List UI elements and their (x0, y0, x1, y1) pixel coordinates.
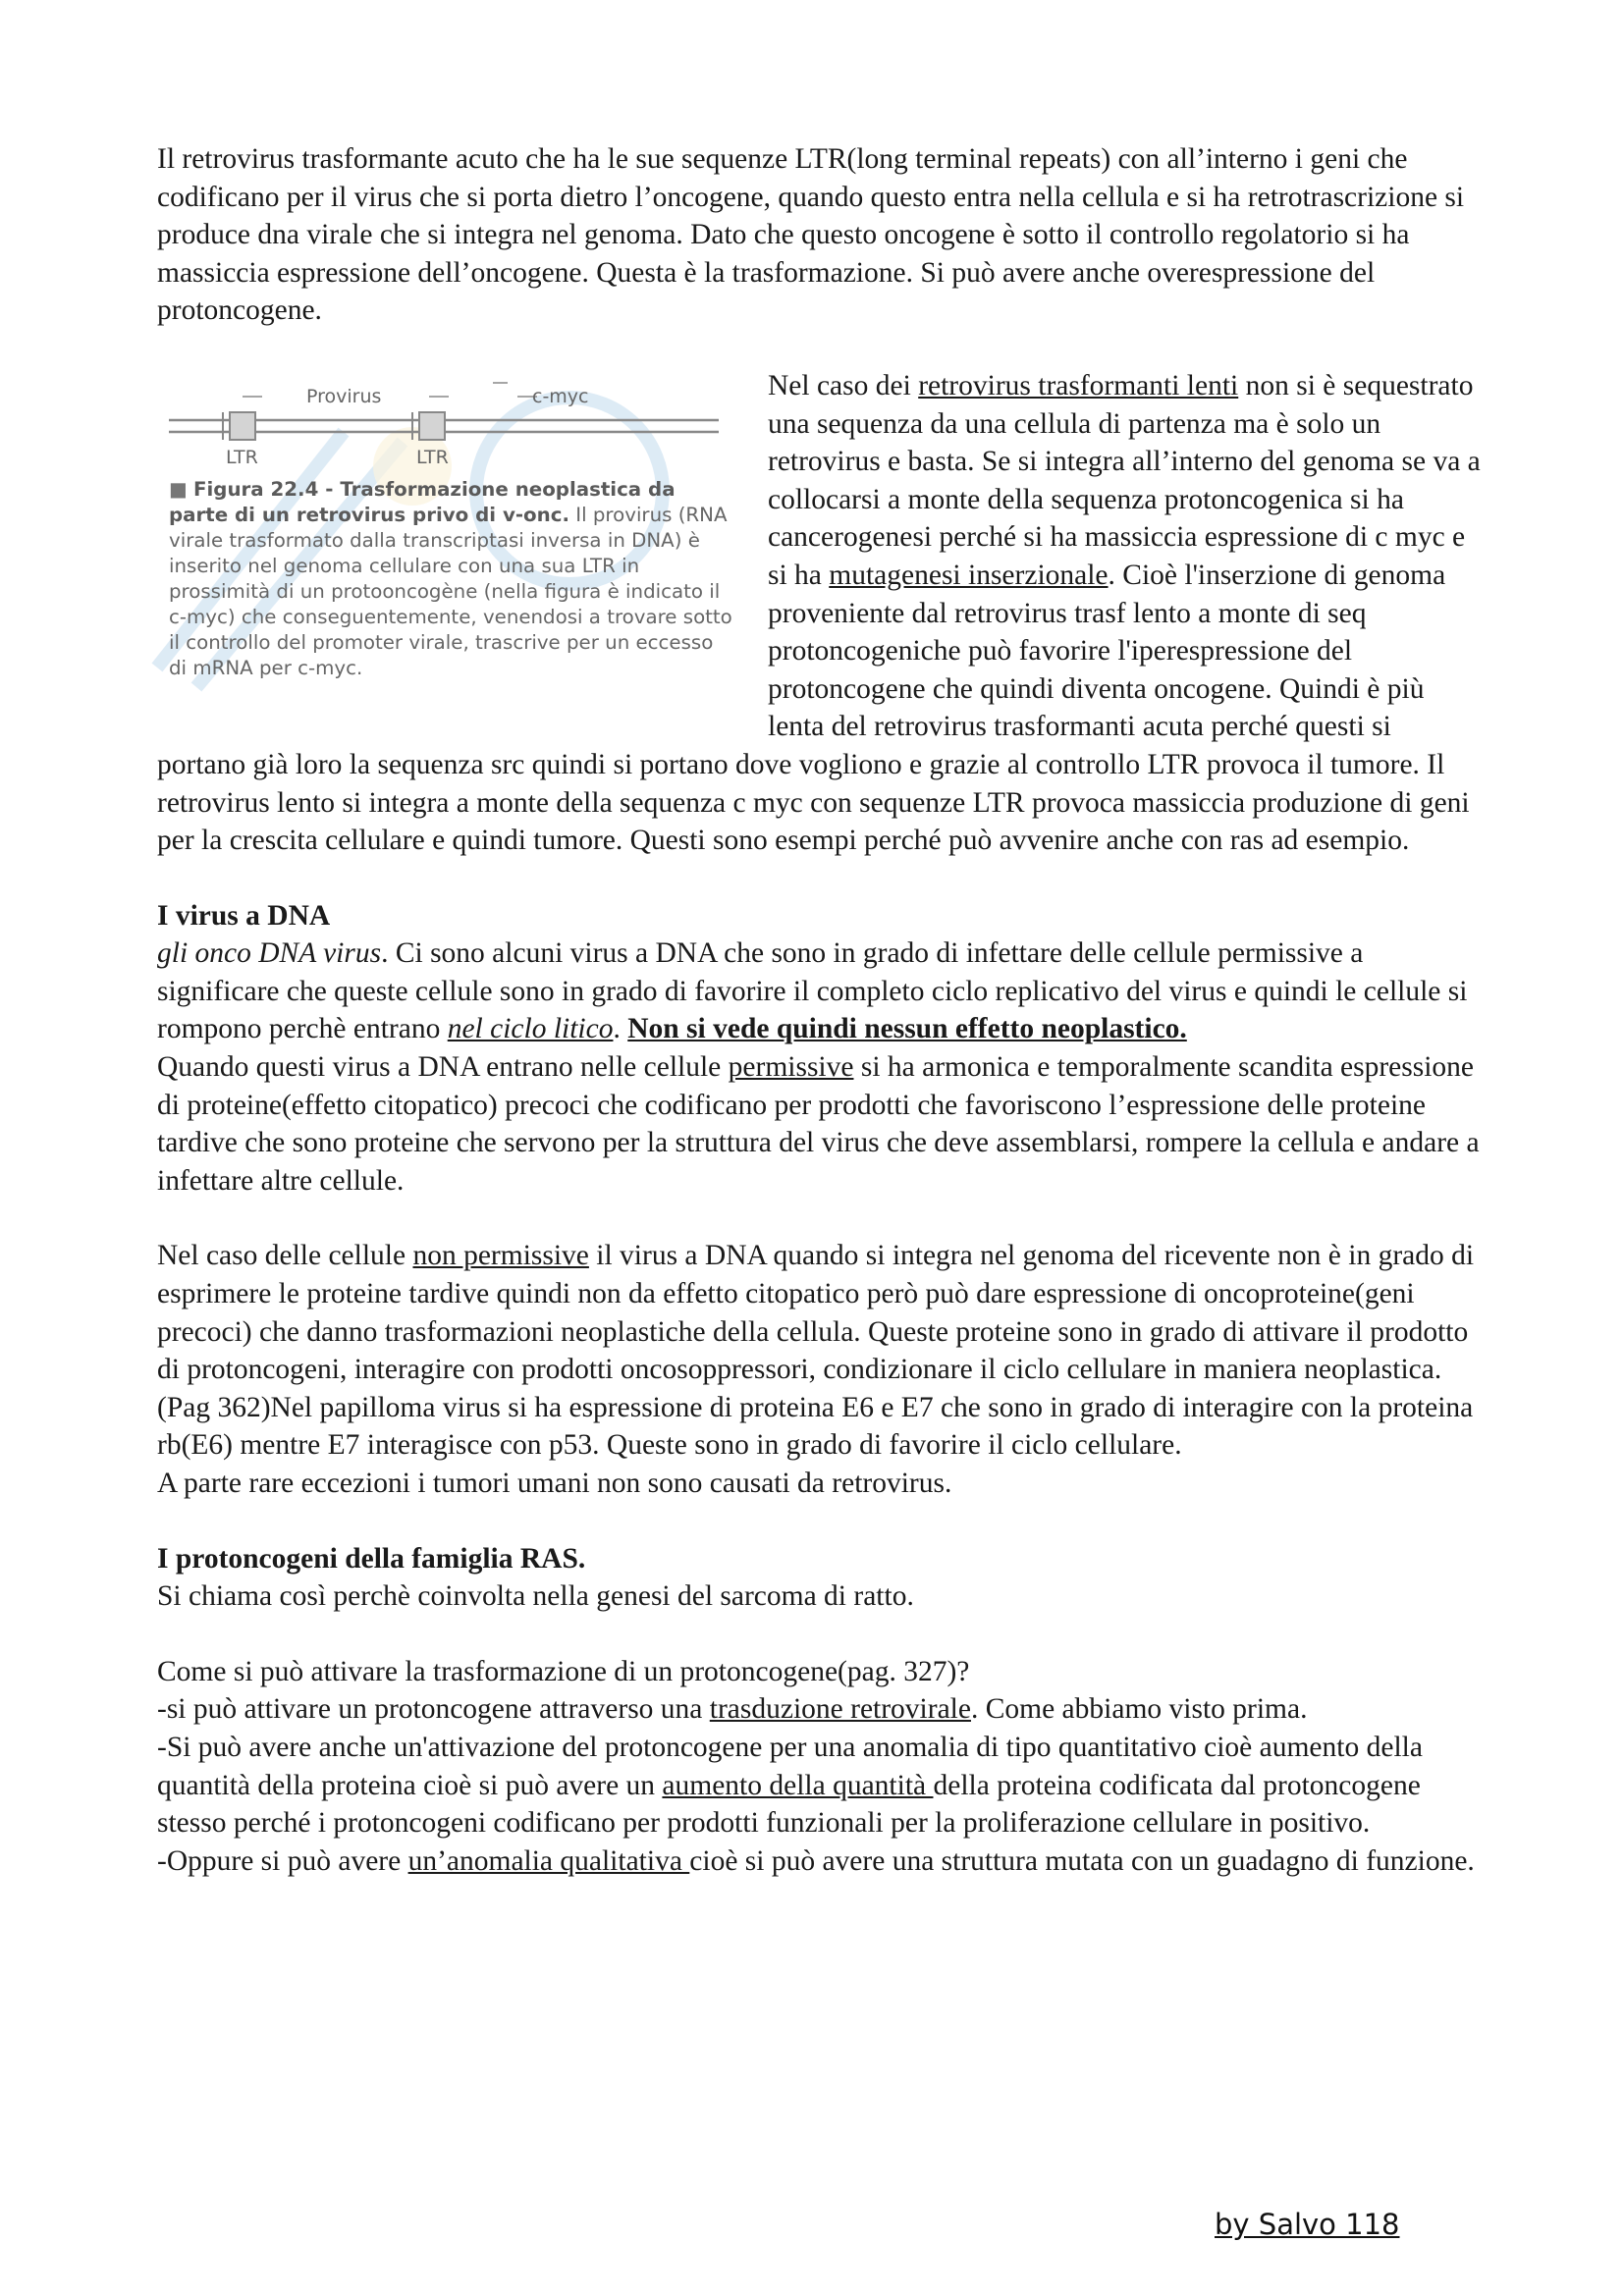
caption-title: Figura 22.4 - Trasformazione neoplastica da parte di un retrovirus privo di v-onc. (169, 477, 676, 526)
ltr-label-2: LTR (416, 446, 449, 468)
page-footer: by Salvo 118 (1215, 2208, 1400, 2241)
paragraph-onco-dna-virus: gli onco DNA virus. Ci sono alcuni virus a DNA che sono in grado di infettare delle cellule permissive a significare che queste cellule sono in grado di favorire il completo ciclo replicativo del virus e quindi le cellule si rompono perchè entrano nel ciclo litico. Non si vede quindi nessun effetto neoplastico. (157, 937, 1468, 1045)
figure-caption (169, 477, 733, 681)
paragraph-papilloma: (Pag 362)Nel papilloma virus si ha espressione di proteina E6 e E7 che sono in grado di interagire con la proteina rb(E6) mentre E7 interagisce con p53. Queste sono in grado di favorire il ciclo cellulare. (157, 1391, 1474, 1462)
document-body (157, 140, 1483, 1880)
paragraph-permissive: Quando questi virus a DNA entrano nelle cellule permissive si ha armonica e temporalmente scandita espressione di proteine(effetto citopatico) precoci che codificano per prodotti che favoriscono l’espressione delle proteine tardive che sono proteine che servono per la struttura del virus che deve assemblarsi, rompere la cellula e andare a infettare altre cellule. (157, 1051, 1480, 1197)
paragraph-slow-retrovirus: Nel caso dei retrovirus trasformanti lenti non si è sequestrato una sequenza da una cellula di partenza ma è solo un retrovirus e basta. Se si integra all’interno del genoma se va a collocarsi a monte della sequenza protoncogenica si ha cancerogenesi perché si ha massiccia espressione di c myc e si ha mutagenesi inserzionale. Cioè l'inserzione di genoma proveniente dal retrovirus trasf lento a monte di seq protoncogeniche può favorire l'iperespressione del protoncogene che quindi diventa oncogene. Quindi è più lenta del retrovirus trasformanti acuta perché questi si portano già loro la sequenza src quindi si portano dove vogliono e grazie al controllo LTR provoca il tumore. Il retrovirus lento si integra a monte della sequenza c myc con sequenze LTR provoca massiccia produzione di geni per la crescita cellulare e quindi tumore. Questi sono esempi perché può avvenire anche con ras ad esempio. (157, 369, 1481, 857)
paragraph-acute-retrovirus: Il retrovirus trasformante acuto che ha le sue sequenze LTR(long terminal repeats) con all’interno i geni che codificano per il virus che si porta dietro l’oncogene, quando questo entra nella cellula e si ha retrotrascrizione si produce dna virale che si integra nel genoma. Dato che questo oncogene è sotto il controllo regolatorio si ha massiccia espressione dell’oncogene. Questa è la trasformazione. Si può avere anche overespressione del protoncogene. (157, 143, 1465, 327)
paragraph-qualitative: -Oppure si può avere un’anomalia qualitativa cioè si può avere una struttura mutata con un guadagno di funzione. (157, 1844, 1475, 1877)
figure-22-4 (157, 367, 736, 713)
paragraph-non-permissive: Nel caso delle cellule non permissive il virus a DNA quando si integra nel genoma del ricevente non è in grado di esprimere le proteine tardive quindi non da effetto citopatico però può dare espressione di oncoproteine(geni precoci) che danno trasformazioni neoplastiche della cellula. Queste proteine sono in grado di attivare il prodotto di protoncogeni, interagire con prodotti oncosoppressori, condizionare il ciclo cellulare in maniera neoplastica. (157, 1240, 1475, 1386)
section-slow-retrovirus (157, 367, 1483, 860)
paragraph-retroviral-transduction: -si può attivare un protoncogene attraverso una trasduzione retrovirale. Come abbiamo visto prima. (157, 1693, 1308, 1726)
paragraph-question: Come si può attivare la trasformazione di un protoncogene(pag. 327)? (157, 1655, 970, 1687)
ltr-label-1: LTR (226, 446, 258, 468)
caption-bullet: ■ (169, 477, 188, 501)
heading-ras: I protoncogeni della famiglia RAS. (157, 1542, 586, 1575)
provirus-label: Provirus (306, 385, 382, 407)
provirus-diagram (169, 373, 738, 471)
caption-body: Il provirus (RNA virale trasformato dalla transcriptasi inversa in DNA) è inserito nel genoma cellulare con una sua LTR in prossimità di un protooncogène (nella figura è indicato il c-myc) che conseguentemente, venendosi a trovare sotto il controllo del promoter virale, trascrive per un eccesso di mRNA per c-myc. (169, 503, 732, 679)
paragraph-quantitative: -Si può avere anche un'attivazione del protoncogene per una anomalia di tipo quantitativo cioè aumento della quantità della proteina cioè si può avere un aumento della quantità della proteina codificata dal protoncogene stesso perché i protoncogeni codificano per prodotti funzionali per la proliferazione cellulare in positivo. (157, 1731, 1423, 1840)
heading-dna-virus: I virus a DNA (157, 899, 331, 932)
cmyc-label: c-myc (532, 385, 589, 407)
paragraph-ras-name: Si chiama così perchè coinvolta nella genesi del sarcoma di ratto. (157, 1580, 914, 1613)
paragraph-exceptions: A parte rare eccezioni i tumori umani non sono causati da retrovirus. (157, 1468, 952, 1499)
